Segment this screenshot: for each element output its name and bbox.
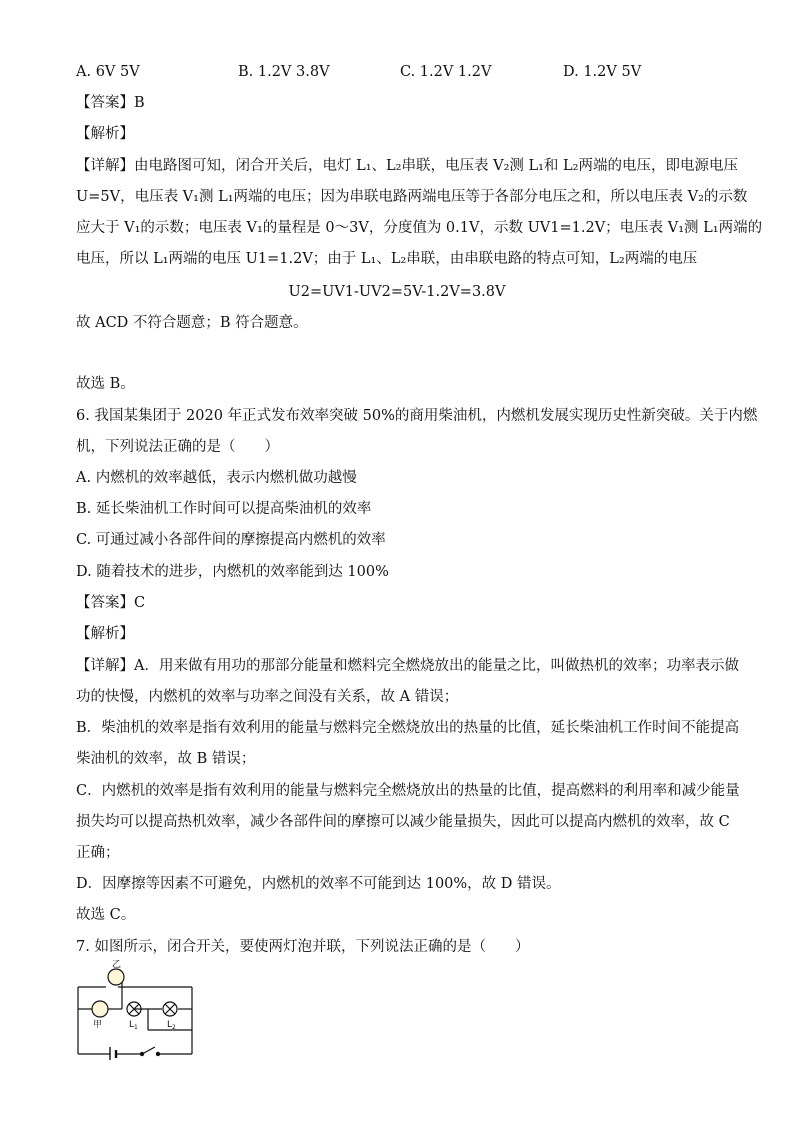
q6-stem-line-1: 6. 我国某集团于 2020 年正式发布效率突破 50%的商用柴油机，内燃机发展实现历史性新突破。关于内燃 [76,408,758,424]
q6-option-b: B. 延长柴油机工作时间可以提高柴油机的效率 [76,501,372,517]
q6-detail-line-1: 【详解】A．用来做有用功的那部分能量和燃料完全燃烧放出的能量之比，叫做热机的效率；功率表示做 [76,658,739,674]
q6-detail-line-8: D．因摩擦等因素不可避免，内燃机的效率不可能到达 100%，故 D 错误。 [76,876,561,892]
q6-detail-line-6: 损失均可以提高热机效率，减少各部件间的摩擦可以减少能量损失，因此可以提高内燃机的效率，故 C [76,814,730,830]
q5-option-b: B. 1.2V 3.8V [238,64,330,80]
q5-detail-line-2: U=5V，电压表 V₁测 L₁两端的电压；因为串联电路两端电压等于各部分电压之和，所以电压表 V₂的示数 [76,189,748,205]
q6-analysis-heading: 【解析】 [76,626,134,642]
q6-answer: 【答案】C [76,595,146,611]
q6-detail-line-7: 正确； [76,845,120,861]
q6-conclusion: 故选 C。 [76,907,136,923]
q6-detail-line-3: B．柴油机的效率是指有效利用的能量与燃料完全燃烧放出的热量的比值，延长柴油机工作时间不能提高 [76,720,740,736]
meter-jia-icon [92,1001,108,1017]
q6-detail-line-4: 柴油机的效率，故 B 错误； [76,751,256,767]
q5-option-c: C. 1.2V 1.2V [400,64,492,80]
meter-yi-label: 乙 [112,960,122,970]
lamp-l2-label: $L_2$ [167,1020,176,1031]
q5-option-a: A. 6V 5V [76,64,140,80]
q5-detail-line-1: 【详解】由电路图可知，闭合开关后，电灯 L₁、L₂串联，电压表 V₂测 L₁和 L₂两端的电压，即电源电压 [76,158,738,174]
q5-formula: U2=UV1-UV2=5V-1.2V=3.8V [288,284,506,300]
q5-answer: 【答案】B [76,95,145,111]
q6-option-a: A. 内燃机的效率越低，表示内燃机做功越慢 [76,470,357,486]
lamp-l1-label: $L_1$ [129,1020,138,1031]
q7-circuit-diagram [70,960,210,1060]
q6-option-d: D. 随着技术的进步，内燃机的效率能到达 100% [76,564,389,580]
q5-detail-line-3: 应大于 V₁的示数；电压表 V₁的量程是 0～3V，分度值为 0.1V，示数 UV1=1.2V；电压表 V₁测 L₁两端的 [76,220,763,236]
q5-detail-line-5: 故 ACD 不符合题意；B 符合题意。 [76,315,308,331]
q5-detail-line-4: 电压，所以 L₁两端的电压 U1=1.2V；由于 L₁、L₂串联，由串联电路的特点可知，L₂两端的电压 [76,251,698,267]
q6-detail-line-2: 功的快慢，内燃机的效率与功率之间没有关系，故 A 错误； [76,689,459,705]
switch-icon [142,1047,155,1054]
meter-yi-icon [108,969,124,985]
q5-option-d: D. 1.2V 5V [563,64,642,80]
q5-analysis-heading: 【解析】 [76,126,134,142]
q5-conclusion: 故选 B。 [76,376,135,392]
q6-option-c: C. 可通过减小各部件间的摩擦提高内燃机的效率 [76,532,386,548]
q7-stem: 7. 如图所示，闭合开关，要使两灯泡并联，下列说法正确的是（ ） [76,939,530,955]
meter-jia-label: 甲 [93,1020,103,1030]
q6-detail-line-5: C．内燃机的效率是指有效利用的能量与燃料完全燃烧放出的热量的比值，提高燃料的利用率和减少能量 [76,783,740,799]
q6-stem-line-2: 机，下列说法正确的是（ ） [76,439,279,455]
